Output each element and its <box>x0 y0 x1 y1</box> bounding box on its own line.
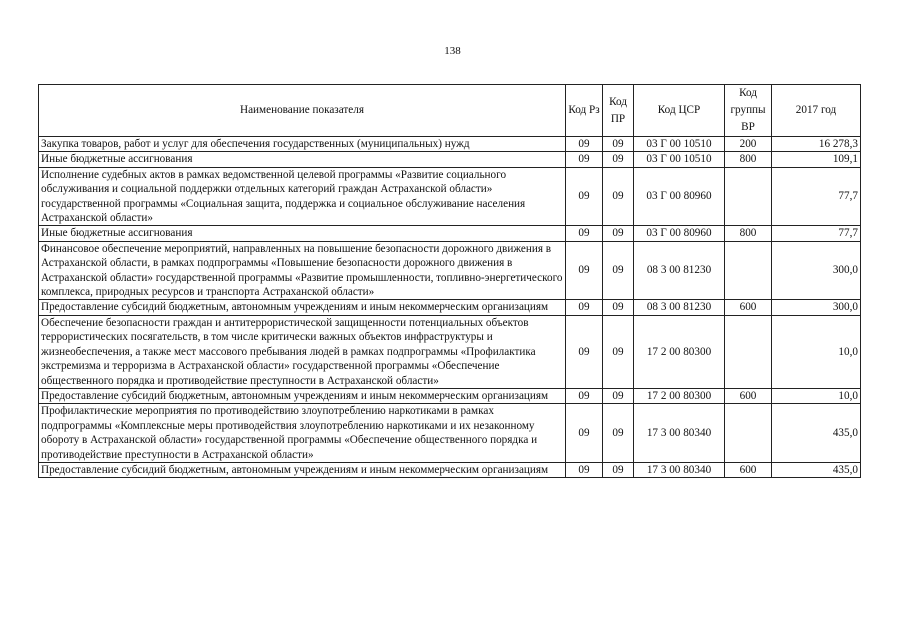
row-value: 435,0 <box>772 462 861 477</box>
row-vr: 200 <box>725 137 772 152</box>
row-pr: 09 <box>603 137 634 152</box>
header-pr: Код ПР <box>603 85 634 137</box>
row-vr <box>725 241 772 300</box>
row-vr <box>725 167 772 226</box>
table-row <box>39 388 861 403</box>
row-rz: 09 <box>566 226 603 241</box>
row-name: Профилактические мероприятия по противодействию злоупотреблению наркотиками в рамках подпрограммы «Комплексные меры противодействия злоупотреблению наркотиками и их незаконному обороту в Астраханской области» государственной программы «Обеспечение общественного порядка и противодействие преступности в Астраханской области» <box>39 404 566 463</box>
row-pr: 09 <box>603 300 634 315</box>
row-name: Финансовое обеспечение мероприятий, направленных на повышение безопасности дорожного движения в Астраханской области, в рамках подпрограммы «Повышение безопасности дорожного движения в Астраханской области» государственной программы «Развитие промышленности, топливно-энергетического комплекса, природных ресурсов и транспорта Астраханской области» <box>39 241 566 300</box>
table-row <box>39 404 861 463</box>
row-name: Иные бюджетные ассигнования <box>39 226 566 241</box>
row-pr: 09 <box>603 388 634 403</box>
row-csr: 17 3 00 80340 <box>634 404 725 463</box>
row-vr: 600 <box>725 388 772 403</box>
row-name: Исполнение судебных актов в рамках ведомственной целевой программы «Развитие социального обслуживания и социальной поддержки отдельных категорий граждан Астраханской области» государственной программы «Социальная защита, поддержка и социальное обслуживание населения Астраханской области» <box>39 167 566 226</box>
row-value: 300,0 <box>772 300 861 315</box>
header-vr: Код группы ВР <box>725 85 772 137</box>
row-csr: 08 3 00 81230 <box>634 241 725 300</box>
budget-table <box>38 84 861 478</box>
row-csr: 17 3 00 80340 <box>634 462 725 477</box>
row-value: 10,0 <box>772 388 861 403</box>
table-row <box>39 300 861 315</box>
row-csr: 03 Г 00 10510 <box>634 137 725 152</box>
table-row <box>39 226 861 241</box>
header-csr: Код ЦСР <box>634 85 725 137</box>
row-pr: 09 <box>603 315 634 388</box>
table-row <box>39 167 861 226</box>
row-rz: 09 <box>566 462 603 477</box>
row-csr: 03 Г 00 10510 <box>634 152 725 167</box>
row-vr <box>725 315 772 388</box>
row-value: 10,0 <box>772 315 861 388</box>
row-value: 435,0 <box>772 404 861 463</box>
row-vr: 600 <box>725 462 772 477</box>
row-vr: 800 <box>725 152 772 167</box>
row-rz: 09 <box>566 241 603 300</box>
header-rz: Код Рз <box>566 85 603 137</box>
row-vr: 600 <box>725 300 772 315</box>
row-pr: 09 <box>603 462 634 477</box>
row-value: 77,7 <box>772 226 861 241</box>
header-year: 2017 год <box>772 85 861 137</box>
row-name: Иные бюджетные ассигнования <box>39 152 566 167</box>
row-name: Обеспечение безопасности граждан и антитеррористической защищенности потенциальных объектов террористических посягательств, в том числе критически важных объектов инфраструктуры и жизнеобеспечения, а также мест массового пребывания людей в рамках подпрограммы «Профилактика экстремизма и терроризма в Астраханской области» государственной программы «Обеспечение общественного порядка и противодействие преступности в Астраханской области» <box>39 315 566 388</box>
row-pr: 09 <box>603 241 634 300</box>
row-pr: 09 <box>603 167 634 226</box>
header-name: Наименование показателя <box>39 85 566 137</box>
row-value: 16 278,3 <box>772 137 861 152</box>
row-csr: 17 2 00 80300 <box>634 315 725 388</box>
row-rz: 09 <box>566 137 603 152</box>
row-name: Предоставление субсидий бюджетным, автономным учреждениям и иным некоммерческим организациям <box>39 300 566 315</box>
table-row <box>39 462 861 477</box>
table-header-row <box>39 85 861 137</box>
row-pr: 09 <box>603 152 634 167</box>
row-vr: 800 <box>725 226 772 241</box>
row-rz: 09 <box>566 388 603 403</box>
row-name: Предоставление субсидий бюджетным, автономным учреждениям и иным некоммерческим организациям <box>39 388 566 403</box>
page-number: 138 <box>444 45 461 57</box>
row-vr <box>725 404 772 463</box>
row-csr: 17 2 00 80300 <box>634 388 725 403</box>
row-csr: 08 3 00 81230 <box>634 300 725 315</box>
row-rz: 09 <box>566 300 603 315</box>
table-row <box>39 152 861 167</box>
table-row <box>39 137 861 152</box>
row-value: 109,1 <box>772 152 861 167</box>
row-rz: 09 <box>566 152 603 167</box>
row-rz: 09 <box>566 404 603 463</box>
row-csr: 03 Г 00 80960 <box>634 167 725 226</box>
row-csr: 03 Г 00 80960 <box>634 226 725 241</box>
row-name: Предоставление субсидий бюджетным, автономным учреждениям и иным некоммерческим организациям <box>39 462 566 477</box>
row-rz: 09 <box>566 167 603 226</box>
row-value: 300,0 <box>772 241 861 300</box>
row-rz: 09 <box>566 315 603 388</box>
table-row <box>39 241 861 300</box>
row-name: Закупка товаров, работ и услуг для обеспечения государственных (муниципальных) нужд <box>39 137 566 152</box>
row-value: 77,7 <box>772 167 861 226</box>
table-body <box>39 137 861 478</box>
table-row <box>39 315 861 388</box>
row-pr: 09 <box>603 404 634 463</box>
row-pr: 09 <box>603 226 634 241</box>
